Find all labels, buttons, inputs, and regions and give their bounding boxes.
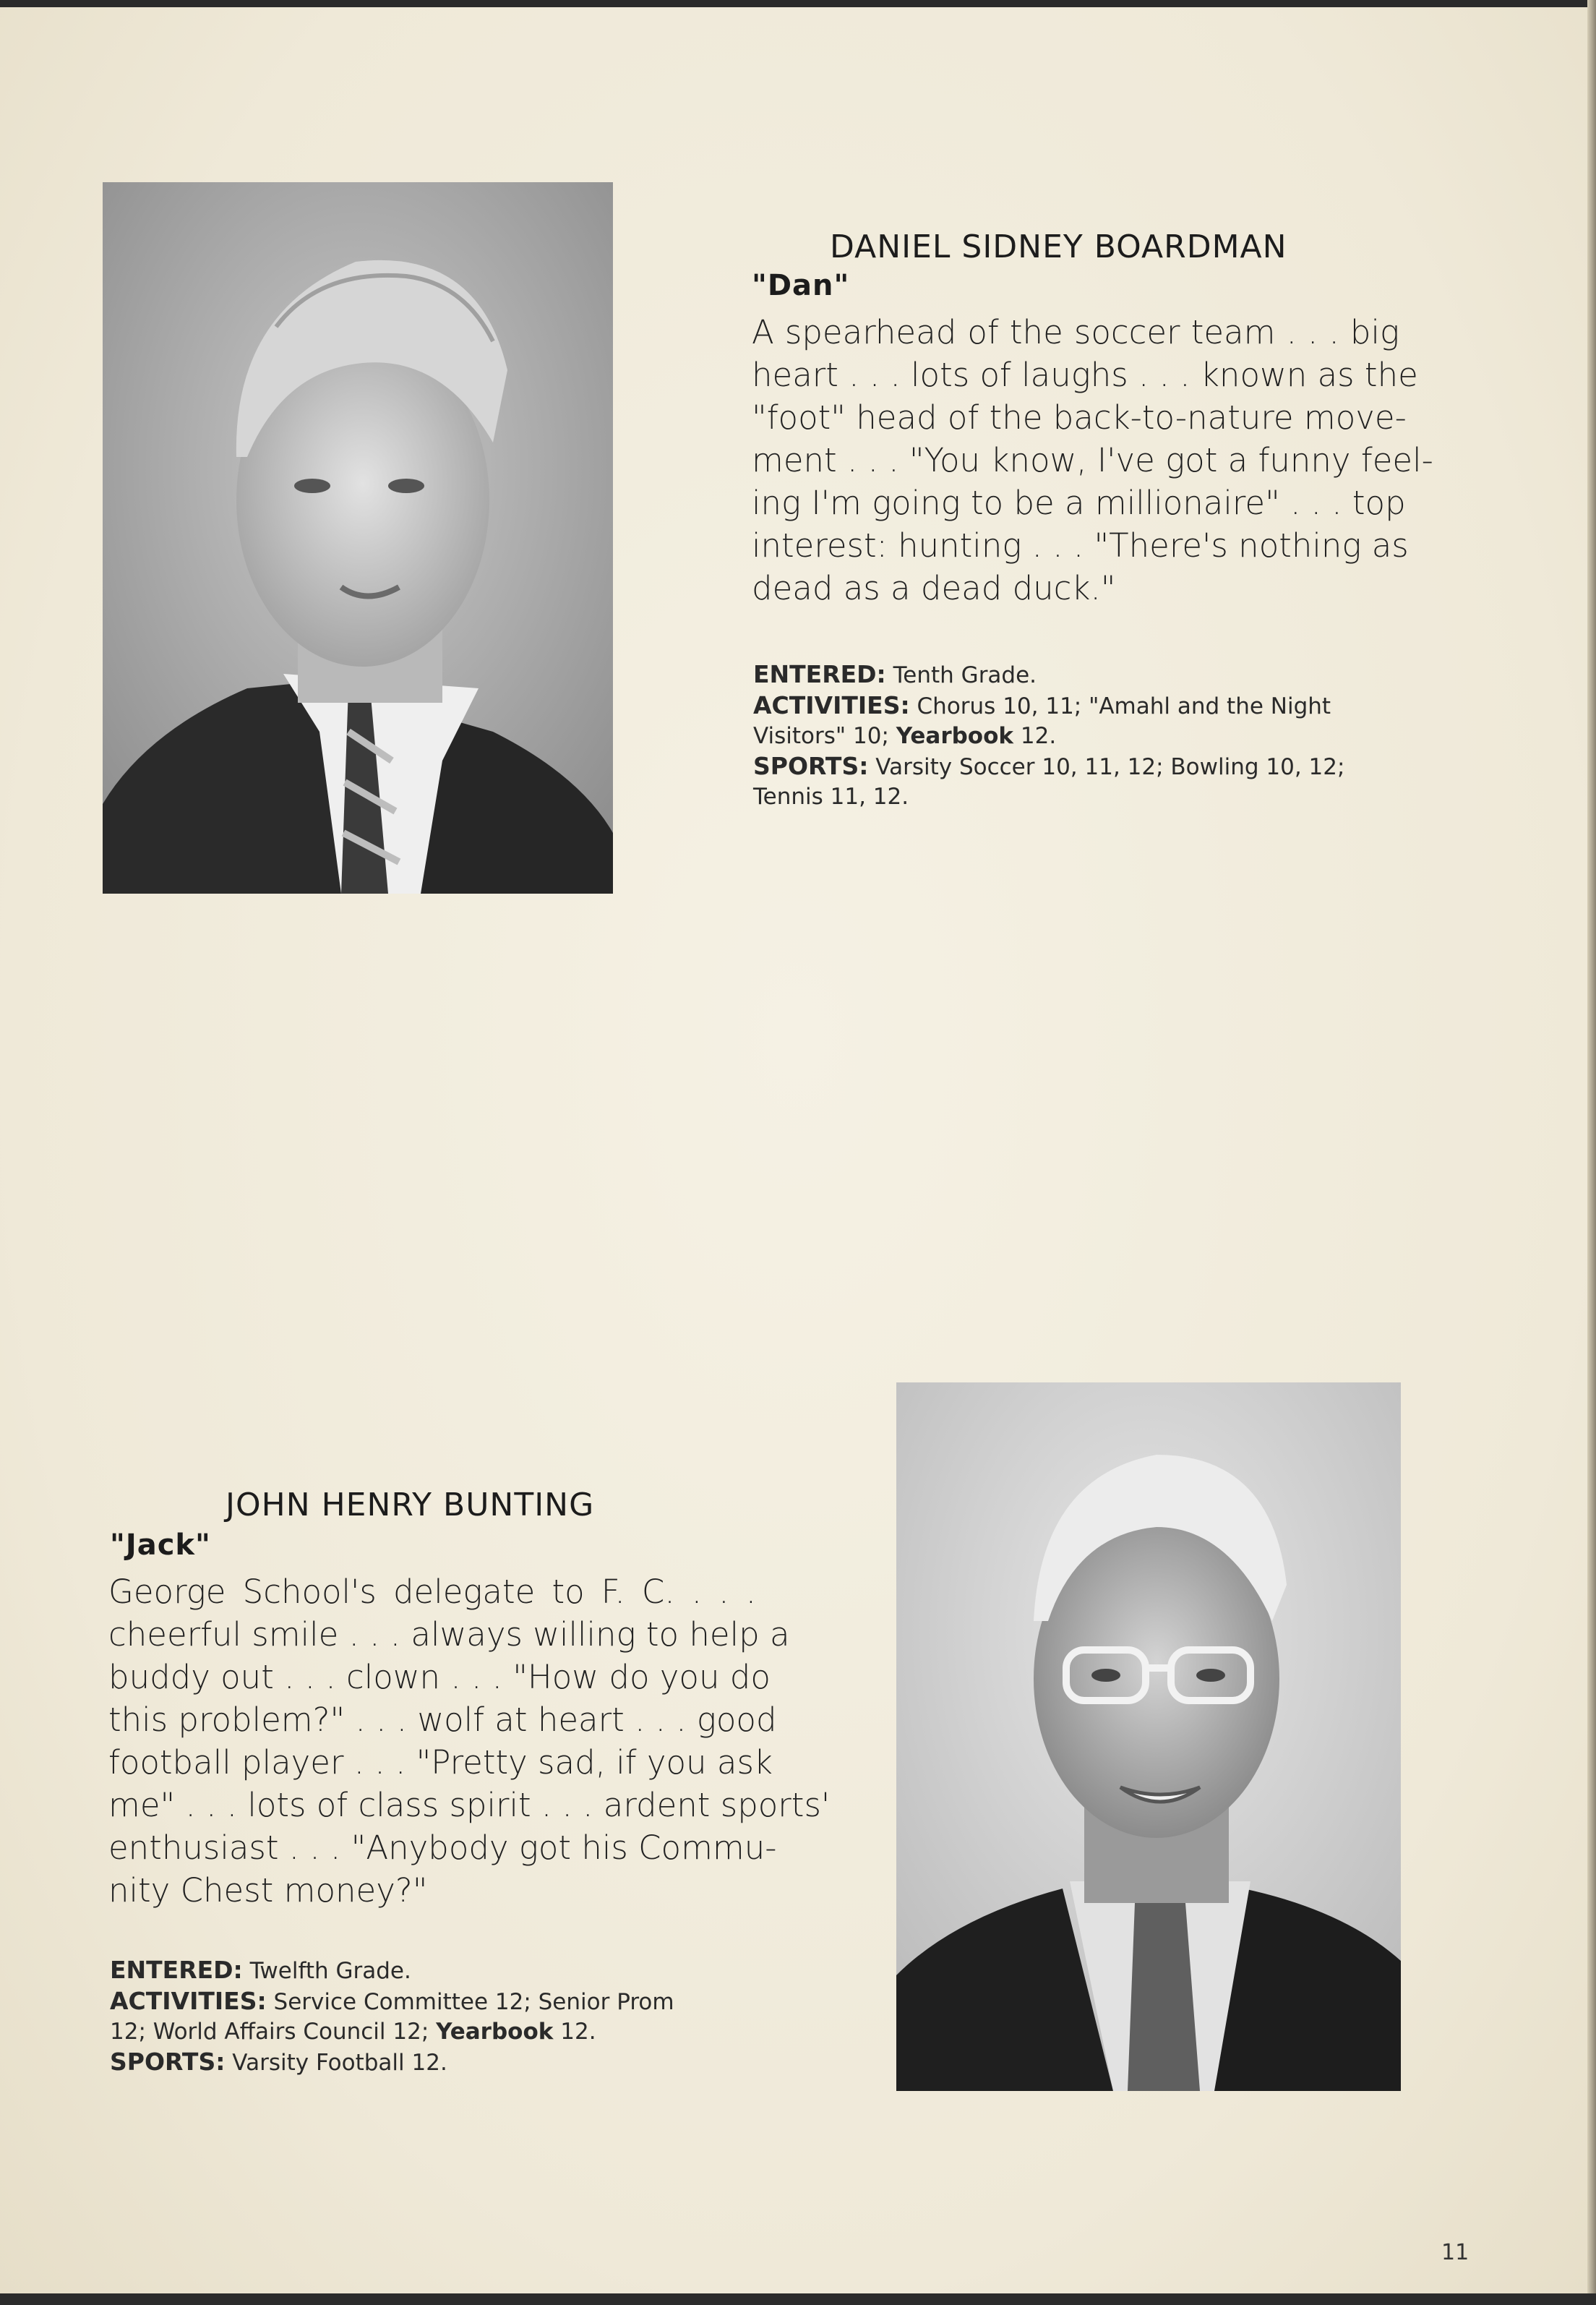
sports-row [753, 751, 1404, 782]
activities-label: ACTIVITIES: [753, 691, 910, 719]
sports-label: SPORTS: [110, 2048, 226, 2076]
entered-label: ENTERED: [753, 660, 886, 688]
sports-value: Tennis 11, 12. [753, 784, 909, 810]
sports-value: Varsity Soccer 10, 11, 12; Bowling 10, 12; [875, 754, 1345, 780]
bio-line: football player . . . "Pretty sad, if you ask [108, 1743, 773, 1782]
sports-label: SPORTS: [753, 752, 869, 780]
scan-edge-bottom [0, 2293, 1596, 2305]
student-name-bunting: JOHN HENRY BUNTING [226, 1487, 595, 1523]
page-number: 11 [1441, 2240, 1470, 2265]
student-bio-bunting [108, 1570, 831, 1912]
entered-value: Tenth Grade. [893, 662, 1037, 688]
sports-value: Varsity Football 12. [232, 2050, 447, 2076]
bio-line: me" . . . lots of class spirit . . . ardent sports' [108, 1786, 831, 1824]
bio-line: interest: hunting . . . "There's nothing as [752, 526, 1409, 565]
student-nickname-bunting: "Jack" [110, 1528, 211, 1562]
bio-line: cheerful smile . . . always willing to help a [108, 1615, 790, 1654]
student-bio-boardman [752, 311, 1433, 610]
bio-line: nity Chest money?" [108, 1871, 428, 1910]
entered-label: ENTERED: [110, 1956, 243, 1984]
student-nickname-boardman: "Dan" [752, 269, 850, 302]
bio-line: enthusiast . . . "Anybody got his Commu- [108, 1829, 777, 1867]
entered-row [753, 659, 1404, 690]
entered-row [110, 1955, 760, 1986]
activities-row-continued [753, 722, 1404, 751]
entered-value: Twelfth Grade. [249, 1958, 411, 1984]
activities-row-continued [110, 2017, 760, 2047]
activities-row [753, 690, 1404, 722]
scan-edge-right [1587, 0, 1596, 2305]
sports-row [110, 2047, 760, 2078]
activities-value: 12; World Affairs Council 12; [110, 2019, 437, 2045]
bio-line: buddy out . . . clown . . . "How do you do [108, 1658, 771, 1696]
activities-value: Service Committee 12; Senior Prom [273, 1989, 674, 2015]
portrait-photo-boardman [103, 182, 613, 894]
activities-value: 12. [1013, 723, 1057, 749]
yearbook-text: Yearbook [896, 723, 1014, 749]
bio-line: this problem?" . . . wolf at heart . . . good [108, 1701, 777, 1739]
scan-edge-top [0, 0, 1596, 7]
yearbook-text: Yearbook [436, 2019, 554, 2045]
bio-line: "foot" head of the back-to-nature move- [752, 398, 1407, 437]
bio-line: George School's delegate to F. C. . . . [108, 1573, 756, 1611]
activities-label: ACTIVITIES: [110, 1987, 267, 2015]
activities-value: Chorus 10, 11; "Amahl and the Night [917, 693, 1331, 719]
student-facts-boardman [753, 659, 1404, 812]
portrait-photo-bunting [896, 1382, 1401, 2091]
student-facts-bunting [110, 1955, 760, 2078]
bio-line: ing I'm going to be a millionaire" . . . top [752, 484, 1406, 522]
activities-value: 12. [553, 2019, 596, 2045]
bio-line: A spearhead of the soccer team . . . big [752, 313, 1399, 351]
bio-line: dead as a dead duck." [752, 569, 1116, 607]
student-name-boardman: DANIEL SIDNEY BOARDMAN [830, 228, 1287, 265]
sports-row-continued [753, 782, 1404, 812]
bio-line: ment . . . "You know, I've got a funny feel- [752, 441, 1433, 479]
activities-value: Visitors" 10; [753, 723, 896, 749]
bio-line: heart . . . lots of laughs . . . known as the [752, 356, 1418, 394]
activities-row [110, 1986, 760, 2017]
